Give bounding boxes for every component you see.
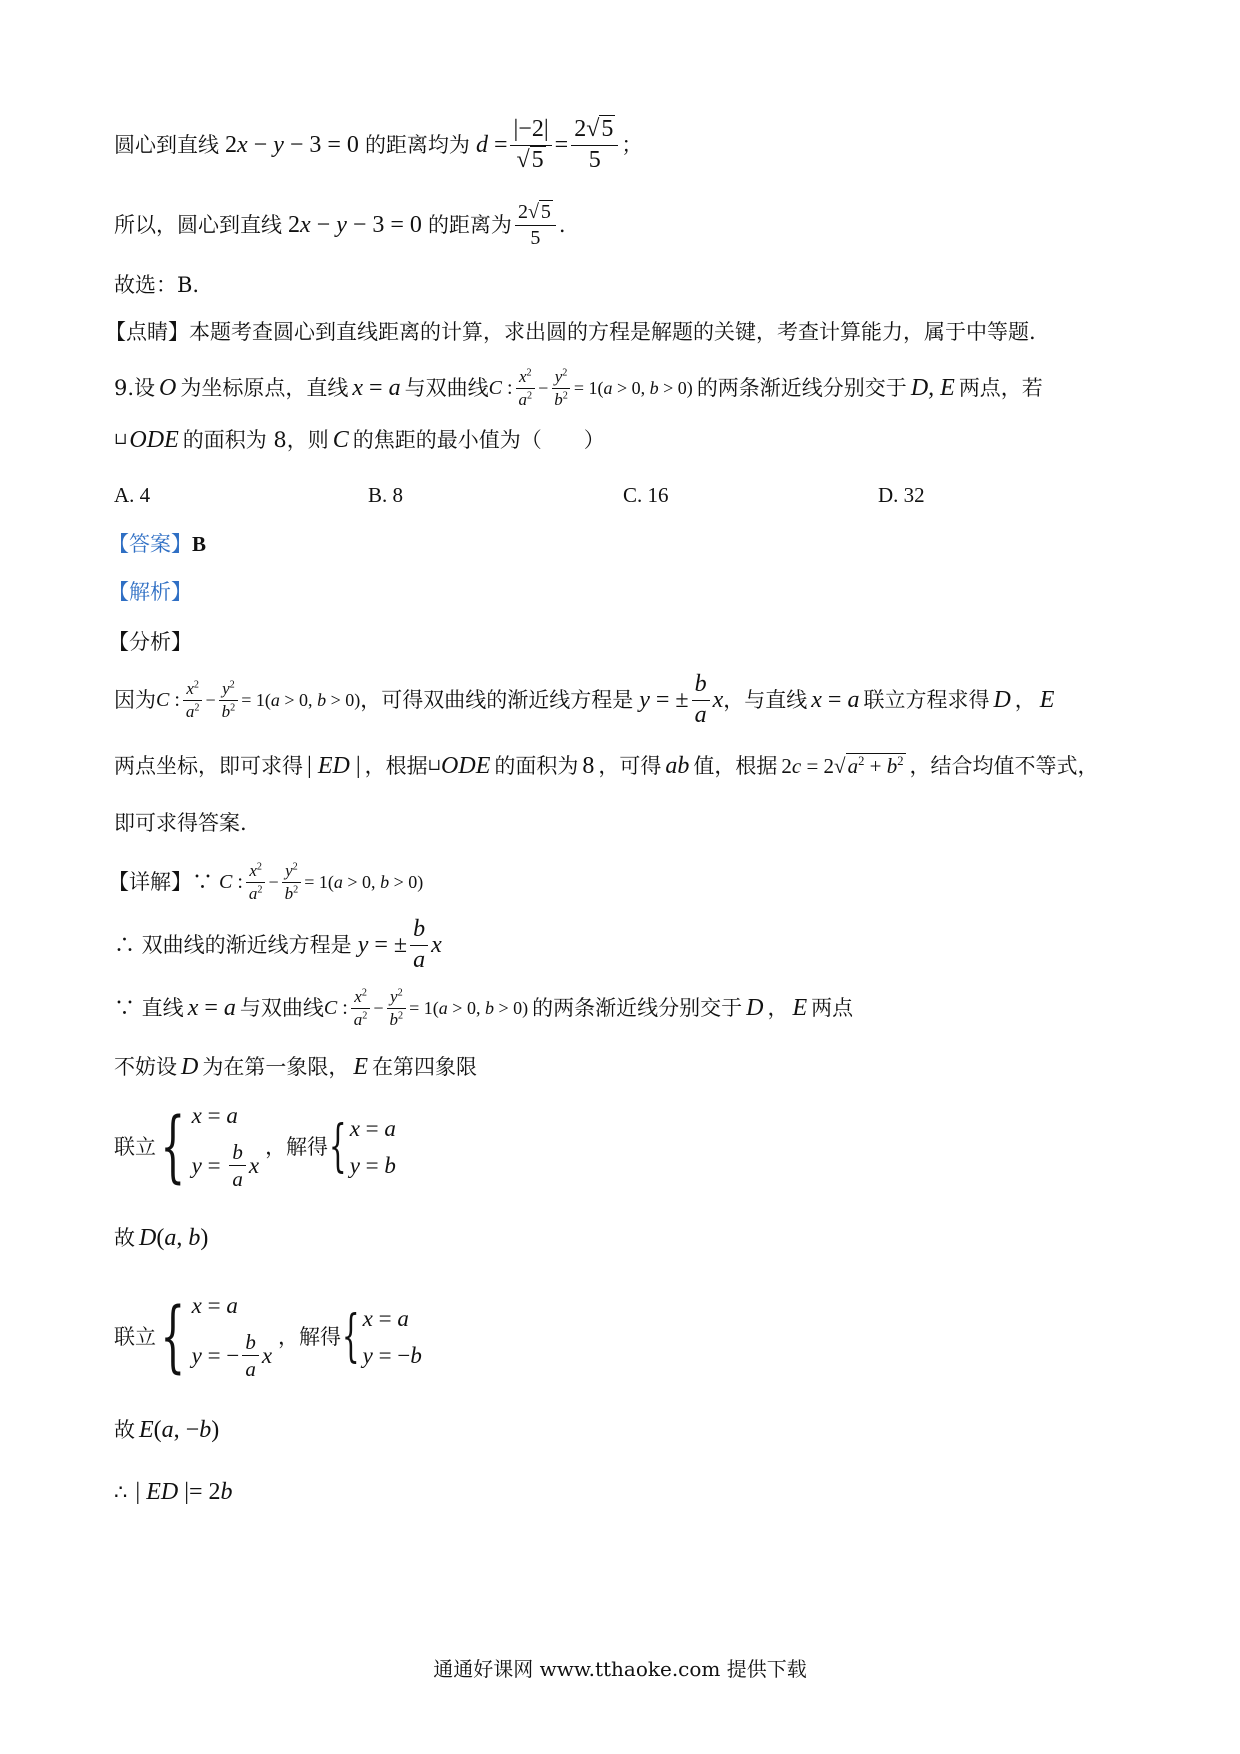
math: x = a y = $\frac{b}{a}$ x [191,1103,260,1191]
math: C : [488,377,513,399]
text: ，根据 [364,753,428,778]
math: = 1(a > 0, b > 0) [241,690,361,710]
fraction: $\frac{x^2}{a^2}$ [183,680,203,721]
brace-icon: { [160,1102,186,1192]
math: x = a [352,375,401,401]
text: 联立 [114,1134,156,1159]
math: x [712,687,724,713]
text: ，解得 [278,1324,342,1349]
text: 联立 [114,1324,156,1349]
math: D(a, b) [139,1225,209,1251]
text: 值，根据 [693,753,778,778]
fraction: $\frac{|-2|}{√5}$ [510,117,551,172]
math: x = a y = −b [362,1306,422,1368]
math: 2x − y − 3 = 0 [225,132,359,158]
analysis-label: 【解析】 [108,580,192,604]
math: D [746,995,764,1021]
text: ，可得 [598,753,662,778]
text: 两点 [811,995,854,1020]
math: E [353,1054,369,1080]
option-c: C. 16 [623,483,669,507]
math: 2x − y − 3 = 0 [288,212,422,238]
fraction: $\frac{y^2}{b^2}$ [219,680,239,721]
fraction: $\frac{2√5}{5}$ [571,117,618,172]
text-line [114,916,442,974]
text: 两点，若 [958,375,1043,400]
text: ，与直线 [723,687,808,712]
math: D, E [910,375,955,401]
math: = 1(a > 0, b > 0) [409,998,529,1018]
fraction: $\frac{y^2}{b^2}$ [282,862,302,903]
math: C : [156,689,180,711]
text-line [114,1480,233,1504]
math: y = ± [357,932,408,958]
text: 圆心到直线 [114,132,219,157]
text: 为坐标原点，直线 [180,375,349,400]
math: $2c = 2√a^2 + b^2$ [781,754,904,778]
math: x = a [811,687,860,713]
text: 与双曲线 [239,995,324,1020]
text: 因为 [114,687,156,712]
brace-icon: { [328,1114,347,1179]
math: x = a y = b [349,1116,396,1178]
math: 8 [582,753,595,779]
fraction: $\frac{2√ 5}{5}$ [515,202,556,249]
text: 与双曲线 [404,375,489,400]
option-a: A. 4 [114,483,151,507]
text: 的距离均为 [364,132,470,157]
option-b: B. 8 [368,483,404,507]
math: x [431,932,442,958]
text: 的距离为 [427,212,512,237]
text: 故 [114,1417,135,1442]
fraction: $\frac{b}{a}$ [410,917,428,972]
text: 的焦距的最小值为（ ） [352,427,605,452]
triangle-icon: ⊔ [114,431,128,448]
text: ∴ [114,1479,128,1504]
math: E [792,995,808,1021]
text: 在第四象限 [372,1054,478,1079]
text: 故 [114,1225,135,1250]
section-label: 【分析】 [108,630,192,654]
text: 联立方程求得 [863,687,990,712]
text: 为在第一象限， [202,1054,350,1079]
text-line [114,197,566,253]
question-line: 9.设 O 为坐标原点，直线 x = a 与双曲线 C : $\frac{x^2}{a^2}$ − $\frac{y^2}{b^2}$ = 1(a > 0, b > 0) 的两条渐近线分别交于 D, E 两点，若 [114,366,1043,409]
fraction: $\frac{x^2}{a^2}$ [246,862,266,903]
page-footer: 通通好课网 www.tthaoke.com 提供下载 [433,1657,807,1681]
math: = 1(a > 0, b > 0) [304,872,424,892]
text-line: ∵ 直线 x = a 与双曲线 C : $\frac{x^2}{a^2}$ − $\frac{y^2}{b^2}$ = 1(a > 0, b > 0) 的两条渐近线分别交于 D ， E 两点 [114,986,854,1029]
option-d: D. 32 [878,483,925,507]
text-line: 因为 C : $\frac{x^2}{a^2}$ − $\frac{y^2}{b^2}$ = 1(a > 0, b > 0) ，可得双曲线的渐近线方程是 y = ± $\frac{b}{a}$ x ，与直线 x = a 联立方程求得 D ， E [114,671,1055,728]
math: D [181,1054,199,1080]
fraction: $\frac{y^2}{b^2}$ [387,988,407,1029]
math: C : [219,871,243,893]
text-line: 【点睛】本题考查圆心到直线距离的计算，求出圆的方程是解题的关键，考查计算能力，属于中等题. [105,320,1036,344]
math: = [554,132,569,158]
math: O [159,375,177,401]
text: 的两条渐近线分别交于 [532,995,743,1020]
equation-system [114,1292,422,1382]
math: C [332,427,349,453]
math: | ED |= 2b [135,1479,233,1505]
text-line: 两点坐标，即可求得 | ED | ，根据 ⊔ ODE 的面积为 8 ，可得 ab 值，根据 $2c = 2√a^2 + b^2$ ，结合均值不等式， [114,753,1099,779]
text-line: 【详解】∵ C : $\frac{x^2}{a^2}$ − $\frac{y^2}{b^2}$ = 1(a > 0, b > 0) [108,860,424,903]
text: ，解得 [265,1134,329,1159]
math: C : [323,997,348,1019]
text: 的面积为 [494,753,579,778]
text-line: 即可求得答案. [114,811,247,835]
math: = 1(a > 0, b > 0) [573,378,693,398]
answer-value: B [192,532,207,556]
math: D [993,687,1011,713]
text: 不妨设 [114,1054,177,1079]
text-line [114,1226,208,1250]
section-label: 【详解】∵ [108,869,213,894]
fraction: $\frac{y^2}{b^2}$ [551,368,571,409]
math: y = ± [639,687,689,713]
answer-label: 【答案】 [108,532,192,556]
text: ，可得双曲线的渐近线方程是 [360,687,634,712]
math: ODE [441,753,491,779]
text: 的面积为 8，则 [182,427,329,452]
math: E [1039,687,1055,713]
math: ab [665,753,690,779]
brace-icon: { [160,1292,186,1382]
fraction: $\frac{b}{a}$ [692,672,710,727]
text: 两点坐标，即可求得 [114,753,303,778]
text-line [114,115,642,175]
answer-line [108,534,206,555]
text-line [114,1418,219,1442]
text: . [558,212,566,237]
math: E(a, −b) [139,1417,220,1443]
text-line [114,1055,477,1079]
question-line [114,428,605,452]
text: 的两条渐近线分别交于 [696,375,907,400]
fraction: $\frac{x^2}{a^2}$ [351,988,371,1029]
brace-icon: { [341,1304,360,1369]
text: 所以，圆心到直线 [114,212,282,237]
equation-system [114,1102,396,1192]
math: d = [475,132,508,158]
text: 9.设 [114,375,156,400]
text: ∵ 直线 [114,995,184,1020]
text: ； [621,132,643,157]
fraction: $\frac{x^2}{a^2}$ [516,368,536,409]
math: ODE [129,427,179,453]
math: x = a y = − $\frac{b}{a}$ x [191,1293,273,1381]
text: ∴ 双曲线的渐近线方程是 [114,932,352,957]
text-line: 故选：B. [114,273,200,297]
text: ，结合均值不等式， [909,753,1099,778]
math: x = a [187,995,236,1021]
math: | ED | [307,753,361,779]
